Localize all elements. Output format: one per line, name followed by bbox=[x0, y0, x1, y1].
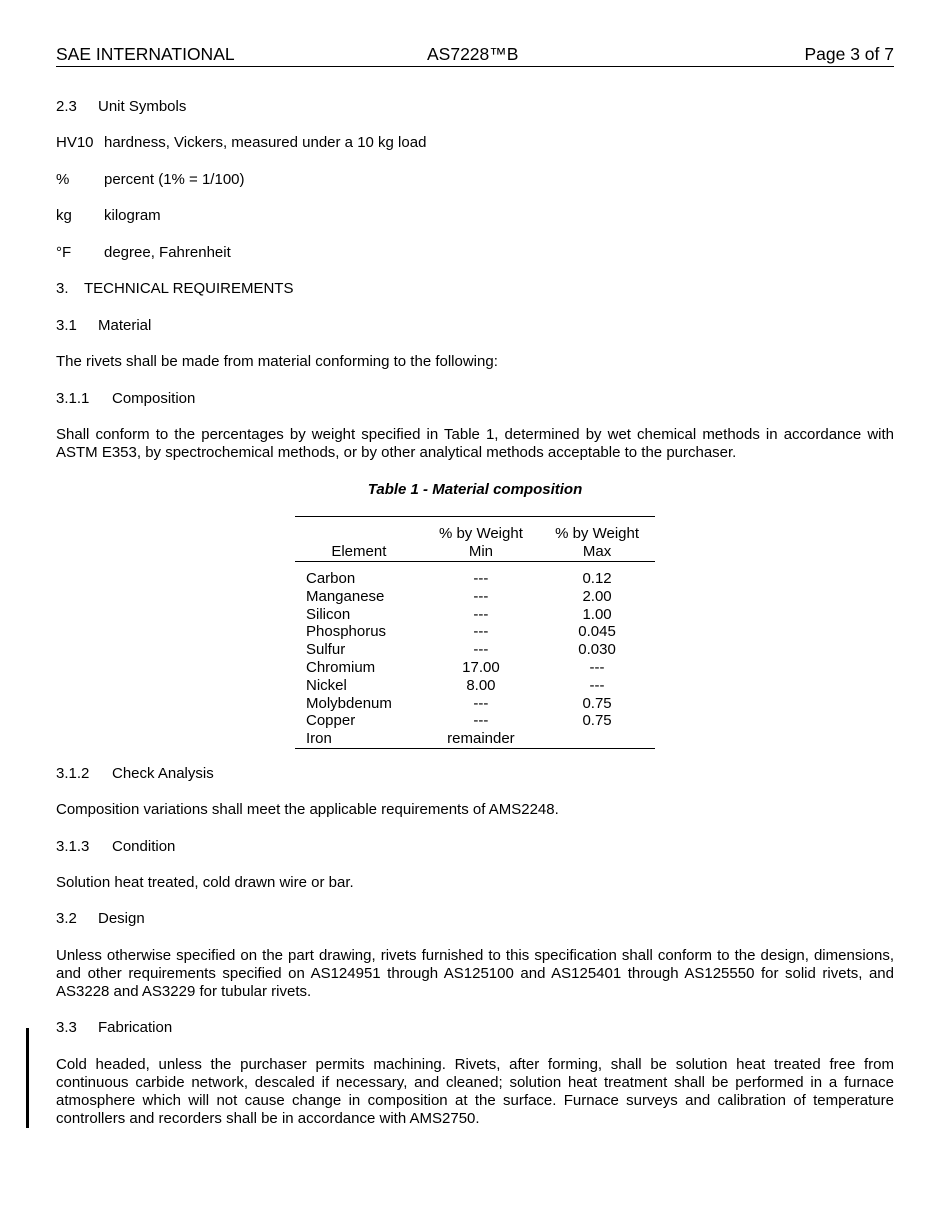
table-row: Phosphorus --- 0.045 bbox=[306, 623, 616, 641]
heading-3-1-2: 3.1.2 Check Analysis bbox=[56, 765, 214, 782]
material-composition-table bbox=[295, 516, 655, 749]
paragraph-3-1-2: Composition variations shall meet the applicable requirements of AMS2248. bbox=[56, 801, 559, 818]
heading-3-1: 3.1 Material bbox=[56, 317, 152, 334]
heading-3-3: 3.3 Fabrication bbox=[56, 1019, 173, 1036]
header-page-number: Page 3 of 7 bbox=[804, 44, 894, 64]
column-header-min: % by Weight Min bbox=[423, 517, 539, 562]
heading-3: 3. TECHNICAL REQUIREMENTS bbox=[56, 280, 294, 297]
document-page bbox=[56, 44, 894, 1127]
table-row: Silicon --- 1.00 bbox=[306, 605, 612, 623]
heading-3-1-1: 3.1.1 Composition bbox=[56, 390, 196, 407]
table-row: Nickel 8.00 --- bbox=[306, 676, 605, 694]
paragraph-3-3: Cold headed, unless the purchaser permits machining. Rivets, after forming, shall be solution heat treated free from continuous carbide network, descaled if necessary, and cleaned; solution heat treatment shall be performed in a furnace atmosphere which will not cause change in composition at the surface. Furnace surveys and calibration of temperature controllers and recorders shall be in accordance with AMS2750. bbox=[56, 1056, 894, 1127]
header-organization: SAE INTERNATIONAL bbox=[56, 44, 235, 64]
column-header-max: % by Weight Max bbox=[539, 517, 655, 562]
unit-symbol-row: HV10 hardness, Vickers, measured under a 10 kg load bbox=[56, 134, 427, 151]
table-row: Sulfur --- 0.030 bbox=[306, 641, 616, 659]
heading-3-1-3: 3.1.3 Condition bbox=[56, 838, 176, 855]
heading-3-2: 3.2 Design bbox=[56, 910, 145, 927]
unit-symbol-row: % percent (1% = 1/100) bbox=[56, 171, 245, 188]
unit-symbol-row: kg kilogram bbox=[56, 207, 161, 224]
header-document-number: AS7228™B bbox=[427, 44, 519, 64]
table-row: Molybdenum --- 0.75 bbox=[306, 694, 612, 712]
table-row: Iron remainder bbox=[295, 730, 655, 748]
paragraph-3-1-1: Shall conform to the percentages by weight specified in Table 1, determined by wet chemical methods in accordance with ASTM E353, by spectrochemical methods, or by other analytical methods acceptable to the purchaser. bbox=[56, 426, 894, 461]
unit-symbol-row: °F degree, Fahrenheit bbox=[56, 244, 231, 261]
table-row: Manganese --- 2.00 bbox=[306, 587, 612, 605]
heading-2-3: 2.3 Unit Symbols bbox=[56, 98, 187, 115]
page-header bbox=[56, 44, 894, 67]
paragraph-3-1-3: Solution heat treated, cold drawn wire or bar. bbox=[56, 874, 354, 891]
paragraph-3-2: Unless otherwise specified on the part drawing, rivets furnished to this specification shall conform to the design, dimensions, and other requirements specified on AS124951 through AS125100 and AS125401 through AS125550 for solid rivets, and AS3228 and AS3229 for tubular rivets. bbox=[56, 947, 894, 1000]
revision-change-bar bbox=[26, 1028, 29, 1128]
table-row: Carbon --- 0.12 bbox=[306, 570, 612, 587]
table-row: Chromium 17.00 --- bbox=[306, 658, 605, 676]
table-row: Copper --- 0.75 bbox=[306, 712, 612, 730]
column-header-element: Element bbox=[295, 517, 423, 562]
table-caption: Table 1 - Material composition bbox=[367, 481, 583, 498]
paragraph-3-1: The rivets shall be made from material conforming to the following: bbox=[56, 353, 498, 370]
